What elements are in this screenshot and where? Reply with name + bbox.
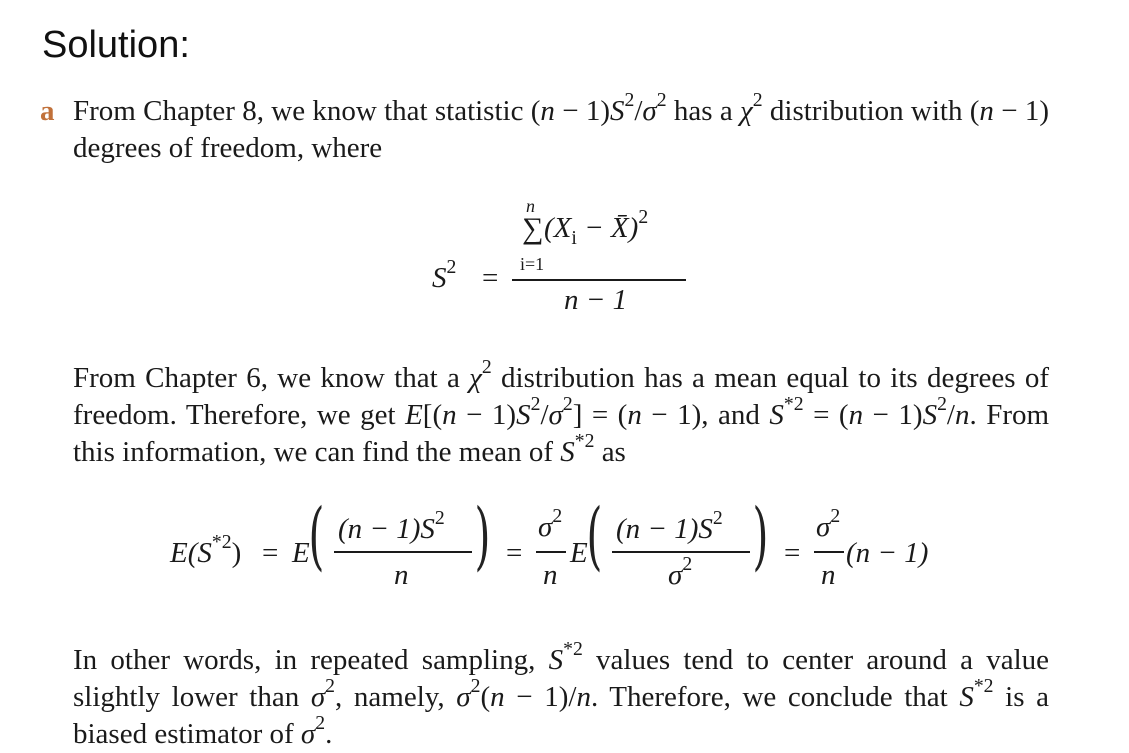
para3-text: . [325, 718, 333, 750]
eq2-den-2-text: σ [668, 559, 683, 591]
para2-text: ] = ( [572, 399, 628, 431]
para1-text: − 1) degrees of freedom, where [73, 95, 1050, 164]
eq2-bar-1 [334, 551, 472, 553]
eq1-denominator: n − 1 [564, 284, 628, 316]
para1-text: 2 [752, 89, 763, 112]
para2-text: [( [422, 399, 443, 431]
para2-text: 2 [481, 356, 492, 379]
para2-text: 2 [937, 393, 947, 416]
eq2-equals-2: = [506, 537, 523, 569]
para1-text: σ [642, 95, 657, 127]
para2-text: *2 [574, 430, 595, 453]
eq2-expectation-1: E [292, 537, 310, 569]
eq1-fraction-bar [512, 279, 686, 281]
para2-text: σ [548, 399, 563, 431]
para1-text: / [634, 95, 643, 127]
para3-text: *2 [973, 675, 994, 698]
para2-text: 2 [530, 393, 541, 416]
eq1-lhs [432, 256, 457, 295]
summation-icon: ∑ [522, 212, 544, 245]
eq2-expectation-2: E [570, 537, 588, 569]
para2-text: n [442, 399, 457, 431]
para3-text: values tend to center around a value slightly lower than [73, 644, 1049, 713]
eq1-lhs-base: S [432, 262, 447, 294]
eq1-numerator [516, 196, 688, 274]
para2-text: − 1) [863, 399, 923, 431]
para3-text: *2 [563, 638, 583, 661]
para1-text: S [610, 95, 625, 127]
para1-text: has a [666, 95, 740, 127]
para1-text: distribution with ( [762, 95, 980, 127]
para3-text: n [576, 681, 591, 713]
para2-text: . From this information, we can find the mean of [73, 399, 1050, 468]
solution-heading: Solution: [42, 24, 190, 66]
eq2-lhs-close: ) [231, 537, 242, 569]
para2-text: − 1), and [641, 399, 770, 431]
eq2-sigma-den-2: n [821, 559, 836, 591]
para3-text: 2 [315, 712, 326, 735]
para2-text: S [560, 436, 575, 468]
sample-variance-equation [432, 196, 692, 316]
para2-text: as [594, 436, 626, 468]
para1-text: χ [739, 95, 753, 127]
eq2-right-paren-1: ) [474, 493, 491, 579]
para1-text: n [540, 95, 555, 127]
eq2-equals-3: = [784, 537, 801, 569]
para2-text: E [405, 399, 423, 431]
eq2-bar-3 [612, 551, 750, 553]
part-label: a [40, 95, 55, 127]
eq2-den-2 [668, 553, 693, 592]
sum-term [544, 206, 649, 249]
eq2-sigma-num-2 [816, 505, 841, 544]
para3-text: In other words, in repeated sampling, [73, 644, 549, 676]
eq2-num-1-text: (n − 1)S [338, 513, 435, 545]
paragraph-chapter-8 [73, 89, 1050, 167]
para2-text: S [516, 399, 531, 431]
para3-text: 2 [470, 675, 481, 698]
eq2-num-2 [616, 507, 723, 546]
eq2-tail: (n − 1) [846, 537, 929, 569]
para3-text: S [548, 644, 564, 676]
para3-text: σ [300, 718, 316, 750]
para3-text: is a biased estimator of [73, 681, 1049, 750]
eq2-bar-4 [814, 551, 844, 553]
eq2-sigma-num-2-text: σ [816, 511, 831, 543]
para2-text: = ( [803, 399, 849, 431]
para3-text: . Therefore, we conclude that [590, 681, 960, 713]
paragraph-conclusion [73, 638, 1049, 753]
eq2-sigma-num-2-sup: 2 [830, 505, 841, 528]
sum-term-rest: − X̄) [576, 212, 639, 244]
para3-text: σ [456, 681, 471, 713]
para3-text: S [959, 681, 974, 713]
eq1-lhs-exp: 2 [446, 256, 457, 279]
para2-text: n [627, 399, 642, 431]
sum-upper-limit: n [526, 196, 535, 216]
para1-text: 2 [656, 89, 667, 112]
eq2-sigma-num-1 [538, 505, 563, 544]
para3-text: n [490, 681, 505, 713]
para2-text: / [540, 399, 549, 431]
para2-text: χ [469, 362, 482, 394]
para2-text: S [769, 399, 784, 431]
para3-text: , namely, [335, 681, 457, 713]
para3-text: ( [480, 681, 491, 713]
eq2-den-1: n [394, 559, 409, 591]
para3-text: σ [310, 681, 326, 713]
eq2-lhs-sup: *2 [211, 531, 232, 554]
eq2-num-1 [338, 507, 445, 546]
sum-lower-limit: i=1 [520, 254, 545, 274]
para1-text: − 1) [554, 95, 610, 127]
eq2-lhs-text: E(S [170, 537, 212, 569]
eq2-lhs [170, 531, 242, 570]
expected-value-equation [170, 493, 970, 605]
eq2-num-2-sup: 2 [712, 507, 723, 530]
eq2-sigma-num-1-text: σ [538, 511, 553, 543]
para2-text: 2 [562, 393, 573, 416]
sum-term-exp: 2 [638, 206, 649, 229]
para3-text: − 1)/ [504, 681, 577, 713]
para2-text: distribution has a mean equal to its degrees of freedom. Therefore, we get [73, 362, 1049, 431]
para2-text: S [922, 399, 938, 431]
para2-text: n [954, 399, 970, 431]
eq2-left-paren-1: ( [308, 493, 325, 579]
eq2-sigma-num-1-sup: 2 [552, 505, 563, 528]
para2-text: − 1) [456, 399, 517, 431]
para2-text: *2 [783, 393, 804, 416]
eq2-left-paren-2: ( [586, 493, 603, 579]
eq2-den-2-sup: 2 [682, 553, 693, 576]
para1-text: 2 [624, 89, 635, 112]
para2-text: n [848, 399, 864, 431]
eq2-right-paren-2: ) [752, 493, 769, 579]
eq2-equals-1: = [262, 537, 279, 569]
sum-term-x: (X [544, 212, 572, 244]
sum-term-sub: i [571, 226, 577, 249]
paragraph-chapter-6 [73, 356, 1050, 471]
eq1-equals: = [482, 262, 499, 294]
eq2-num-2-text: (n − 1)S [616, 513, 713, 545]
para1-text: From Chapter 8, we know that statistic ( [73, 95, 541, 127]
eq2-sigma-den-1: n [543, 559, 558, 591]
para3-text: 2 [325, 675, 336, 698]
para2-text: / [946, 399, 955, 431]
para1-text: n [979, 95, 994, 127]
eq2-num-1-sup: 2 [434, 507, 445, 530]
para2-text: From Chapter 6, we know that a [73, 362, 470, 394]
eq2-bar-2 [536, 551, 566, 553]
